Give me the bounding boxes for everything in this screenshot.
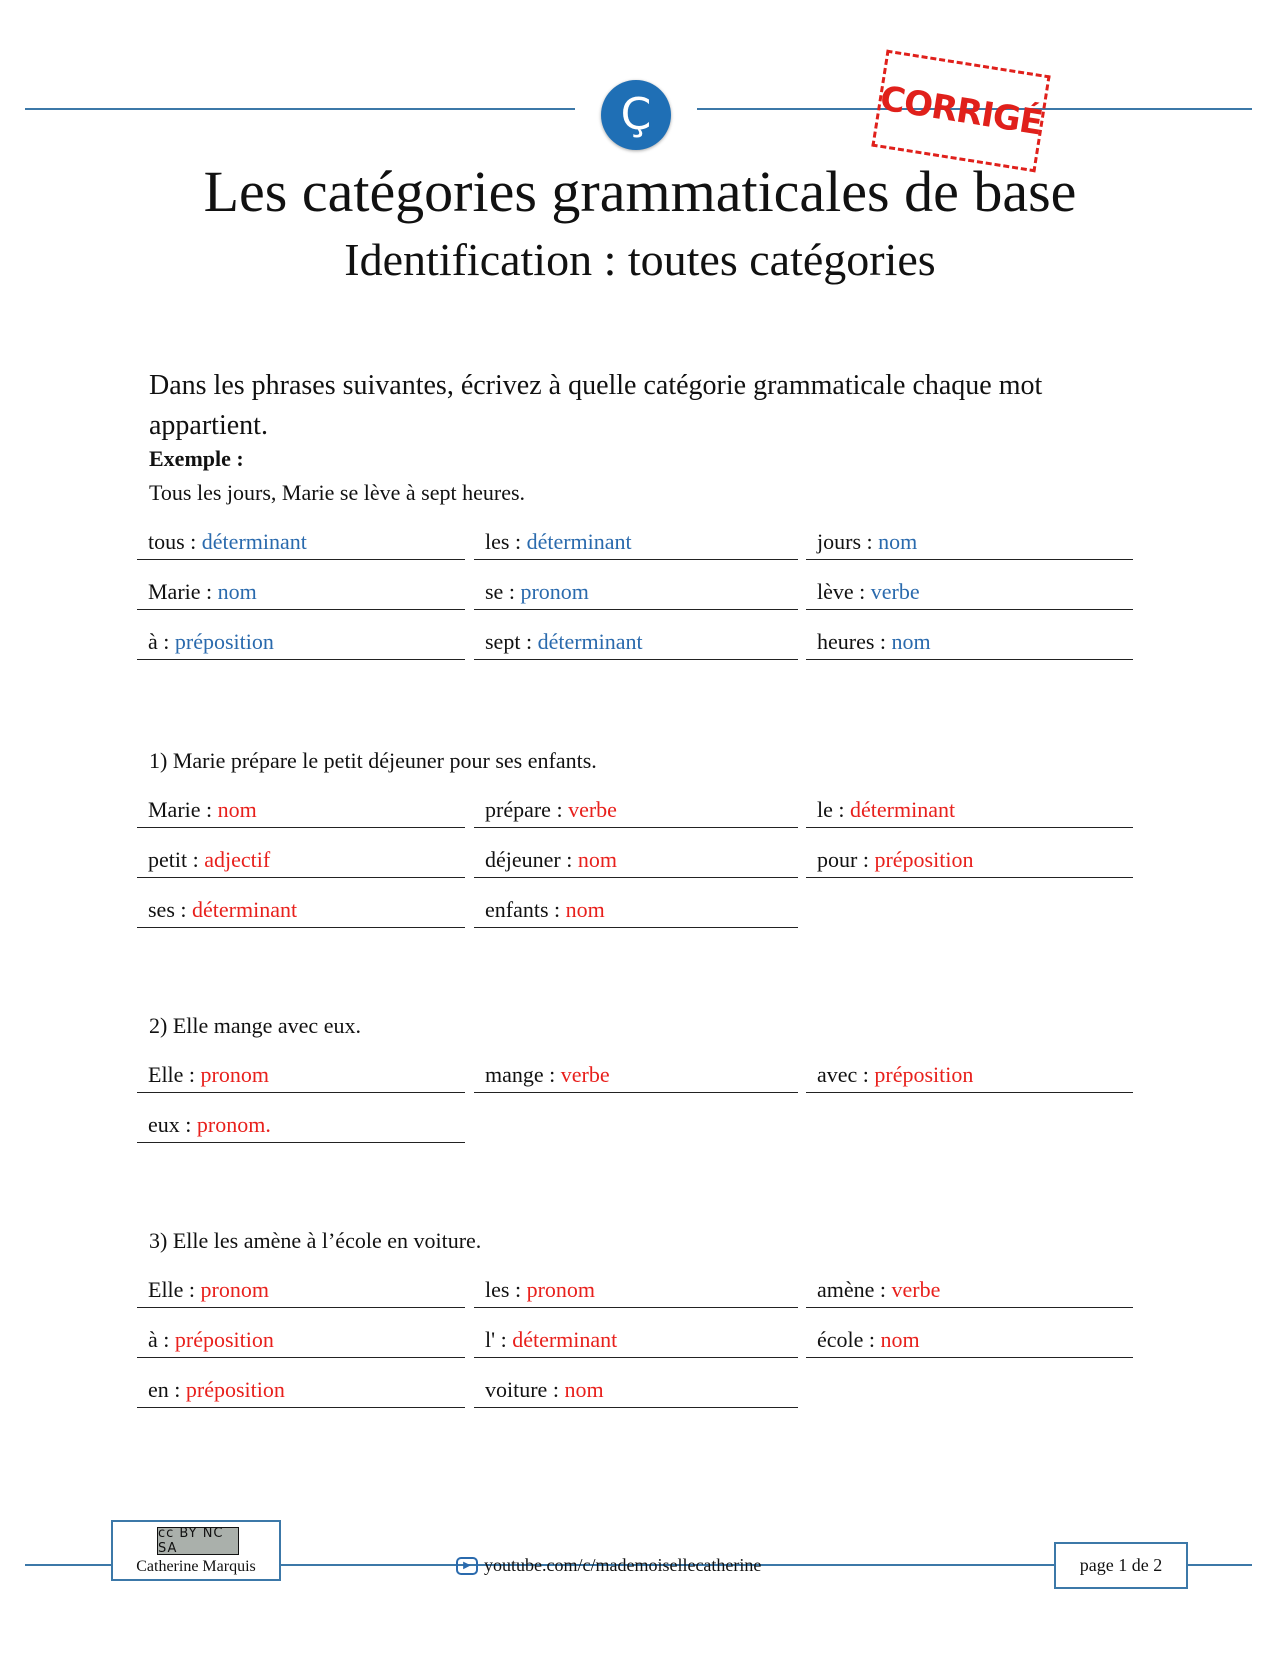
answer-category: nom: [217, 579, 257, 604]
answer-word: jours :: [817, 529, 873, 554]
answer-row: [474, 528, 798, 560]
answer-category: nom: [217, 797, 257, 822]
answer-category: pronom: [520, 579, 589, 604]
answer-category: adjectif: [204, 847, 271, 872]
answer-row: [474, 896, 798, 928]
answer-word: à :: [148, 629, 170, 654]
answer-row: [137, 1111, 465, 1143]
answer-word: l' :: [485, 1327, 507, 1352]
question-2-sentence: 2) Elle mange avec eux.: [149, 1013, 361, 1038]
answer-category: nom: [564, 1377, 604, 1402]
question-1-sentence: 1) Marie prépare le petit déjeuner pour ses enfants.: [149, 748, 597, 773]
stamp-text: CORRIGÉ: [877, 78, 1045, 144]
example-sentence: Tous les jours, Marie se lève à sept heures.: [149, 480, 526, 505]
answer-word: voiture :: [485, 1377, 559, 1402]
logo-glyph: Ç: [620, 89, 652, 140]
license-box: [111, 1520, 281, 1581]
answer-word: école :: [817, 1327, 876, 1352]
answer-category: nom: [565, 897, 605, 922]
cc-license-icon: [157, 1527, 239, 1555]
answer-category: déterminant: [192, 897, 298, 922]
youtube-link[interactable]: [456, 1555, 761, 1576]
answer-word: en :: [148, 1377, 181, 1402]
answer-word: sept :: [485, 629, 533, 654]
answer-category: déterminant: [526, 529, 632, 554]
answer-category: déterminant: [512, 1327, 618, 1352]
example-label: Exemple :: [149, 446, 244, 471]
answer-row: [137, 578, 465, 610]
page-number-box: [1054, 1542, 1188, 1589]
page-title: Les catégories grammaticales de base: [203, 159, 1077, 224]
youtube-url[interactable]: youtube.com/c/mademoisellecatherine: [484, 1555, 762, 1575]
answer-row: [137, 1061, 465, 1093]
answer-row: [806, 578, 1133, 610]
answer-row: [474, 1326, 798, 1358]
author-name: Catherine Marquis: [136, 1558, 256, 1575]
answer-word: Elle :: [148, 1062, 196, 1087]
page-subtitle: Identification : toutes catégories: [344, 234, 936, 285]
answer-category: pronom: [526, 1277, 596, 1302]
answer-word: à :: [148, 1327, 170, 1352]
answer-category: pronom.: [196, 1112, 271, 1137]
answer-word: Marie :: [148, 797, 213, 822]
answer-row: [137, 796, 465, 828]
answer-category: nom: [891, 629, 931, 654]
answer-row: [806, 796, 1133, 828]
answer-word: enfants :: [485, 897, 561, 922]
answer-word: Marie :: [148, 579, 213, 604]
answer-word: amène :: [817, 1277, 887, 1302]
answer-row: [474, 1061, 798, 1093]
answer-word: pour :: [817, 847, 869, 872]
answer-word: ses :: [148, 897, 187, 922]
answer-row: [474, 846, 798, 878]
answer-row: [137, 528, 465, 560]
answer-word: le :: [817, 797, 845, 822]
answer-row: [806, 1276, 1133, 1308]
logo-icon: [601, 80, 671, 150]
answer-row: [137, 846, 465, 878]
answer-row: [137, 896, 465, 928]
answer-word: les :: [485, 529, 522, 554]
answer-category: déterminant: [537, 629, 643, 654]
answer-row: [806, 1061, 1133, 1093]
answer-row: [137, 628, 465, 660]
answer-category: verbe: [870, 579, 920, 604]
answer-word: tous :: [148, 529, 197, 554]
header-rule-left: [25, 108, 575, 110]
answer-word: petit :: [148, 847, 199, 872]
answer-row: [806, 528, 1133, 560]
answer-word: eux :: [148, 1112, 192, 1137]
answer-category: préposition: [174, 1327, 274, 1352]
answer-row: [474, 628, 798, 660]
question-3-sentence: 3) Elle les amène à l’école en voiture.: [149, 1228, 482, 1253]
answer-word: se :: [485, 579, 515, 604]
answer-category: pronom: [200, 1062, 269, 1087]
answer-word: lève :: [817, 579, 866, 604]
answer-category: nom: [577, 847, 617, 872]
answer-category: préposition: [174, 629, 274, 654]
answer-word: heures :: [817, 629, 887, 654]
answer-category: préposition: [874, 847, 974, 872]
answer-word: déjeuner :: [485, 847, 573, 872]
answer-category: verbe: [891, 1277, 941, 1302]
answer-word: prépare :: [485, 797, 563, 822]
answer-word: les :: [485, 1277, 522, 1302]
answer-row: [806, 846, 1133, 878]
answer-category: déterminant: [850, 797, 956, 822]
answer-category: verbe: [568, 797, 617, 822]
answer-row: [474, 796, 798, 828]
license-badge-text: cc BY NC SA: [158, 1526, 224, 1556]
answer-row: [137, 1376, 465, 1408]
answer-row: [137, 1326, 465, 1358]
answer-word: Elle :: [148, 1277, 196, 1302]
answer-category: pronom: [200, 1277, 269, 1302]
answer-row: [806, 628, 1133, 660]
instructions: Dans les phrases suivantes, écrivez à quelle catégorie grammaticale chaque mot appartient.: [149, 370, 1043, 441]
answer-category: préposition: [185, 1377, 285, 1402]
answer-row: [137, 1276, 465, 1308]
answer-word: avec :: [817, 1062, 869, 1087]
answer-row: [806, 1326, 1133, 1358]
play-icon: ▶: [456, 1557, 478, 1575]
answer-category: verbe: [560, 1062, 610, 1087]
answer-category: nom: [880, 1327, 920, 1352]
answer-word: mange :: [485, 1062, 556, 1087]
answer-row: [474, 1276, 798, 1308]
answer-category: nom: [878, 529, 918, 554]
answer-row: [474, 578, 798, 610]
answer-category: préposition: [874, 1062, 974, 1087]
answer-row: [474, 1376, 798, 1408]
corrige-stamp: [871, 50, 1050, 173]
answer-category: déterminant: [201, 529, 307, 554]
page-number: page 1 de 2: [1079, 1555, 1163, 1575]
